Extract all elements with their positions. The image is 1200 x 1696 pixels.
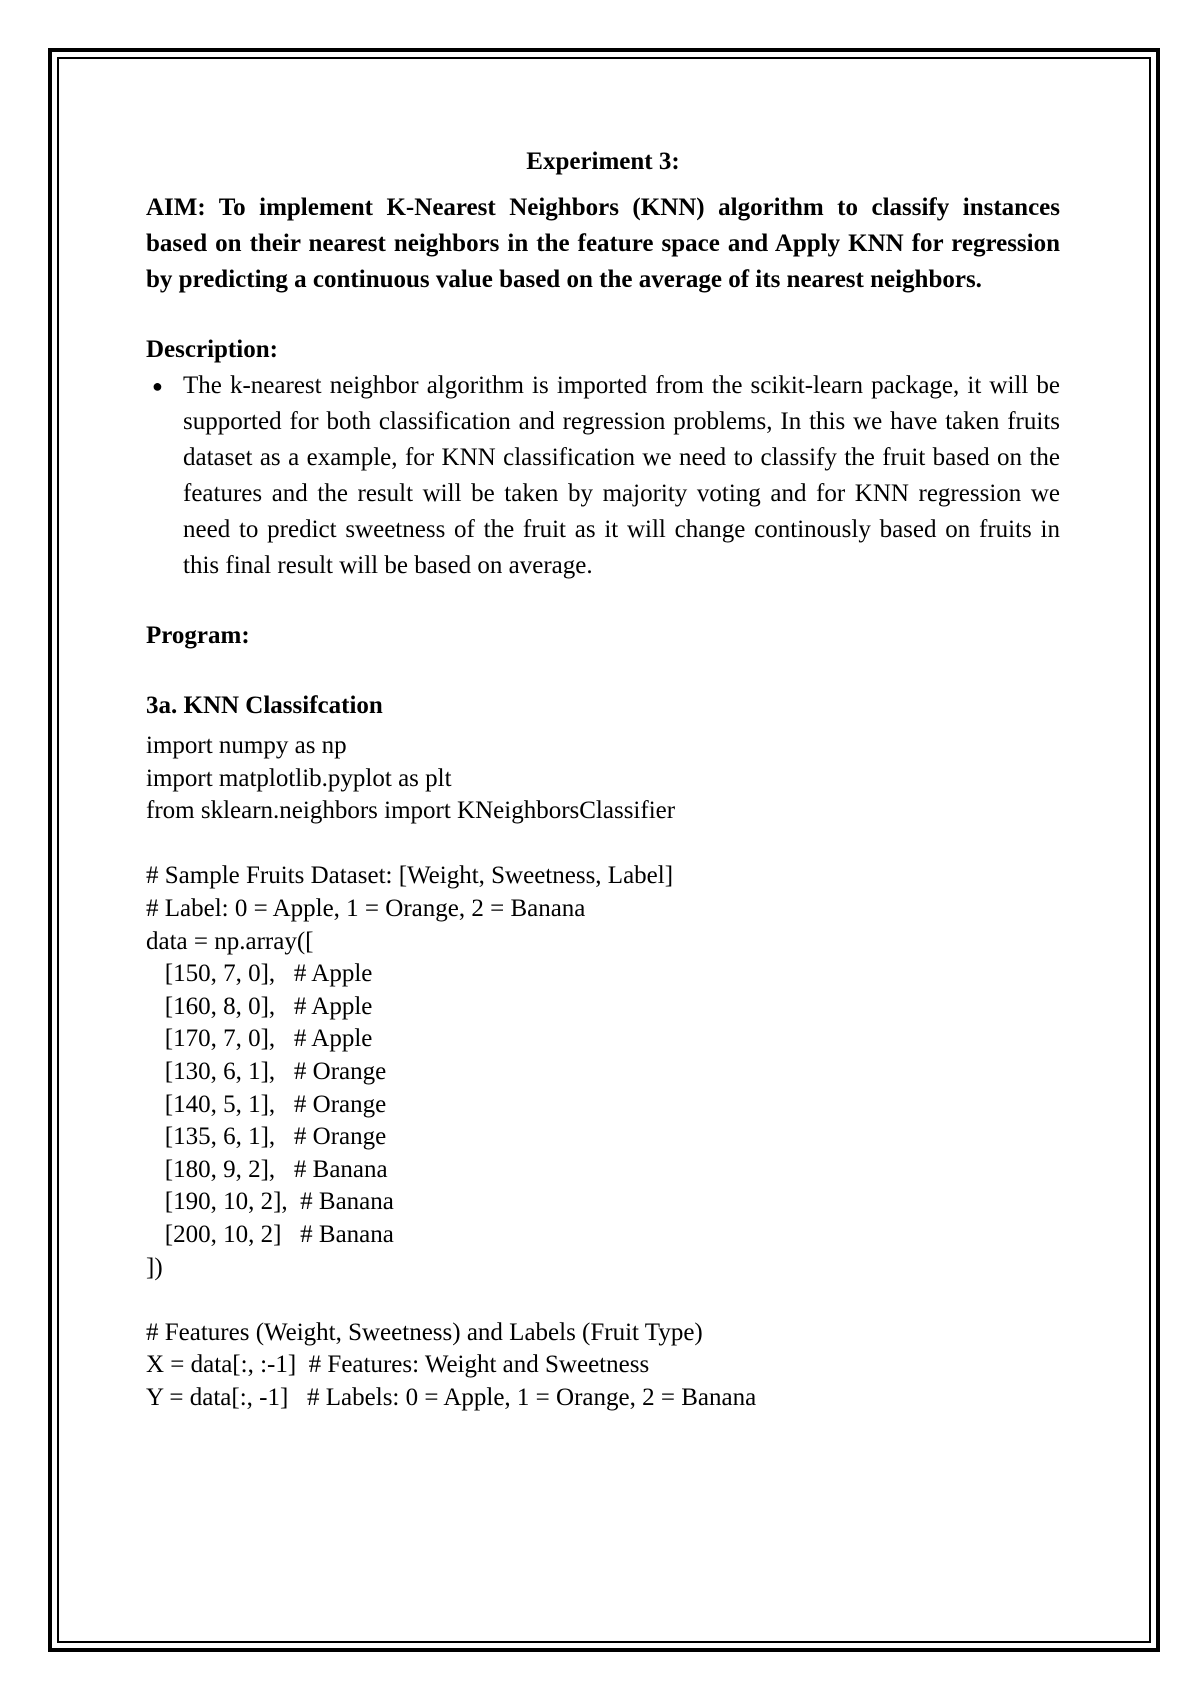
code-line: [150, 7, 0], # Apple (146, 960, 373, 988)
code-line: # Sample Fruits Dataset: [Weight, Sweetness, Label] (146, 862, 674, 890)
code-imports (146, 730, 1060, 828)
section-heading: 3a. KNN Classifcation (146, 692, 383, 719)
code-line: # Label: 0 = Apple, 1 = Orange, 2 = Banana (146, 894, 586, 922)
code-block (146, 730, 1060, 1414)
code-line: [180, 9, 2], # Banana (146, 1155, 388, 1183)
code-line: [170, 7, 0], # Apple (146, 1025, 373, 1053)
bullet-icon: ● (152, 376, 163, 396)
experiment-title: Experiment 3: (526, 148, 680, 175)
code-line: [140, 5, 1], # Orange (146, 1090, 387, 1118)
code-line: from sklearn.neighbors import KNeighborsClassifier (146, 797, 676, 825)
code-features (146, 1317, 1060, 1415)
code-line: [160, 8, 0], # Apple (146, 992, 373, 1020)
code-line: [135, 6, 1], # Orange (146, 1123, 387, 1151)
code-line: [190, 10, 2], # Banana (146, 1188, 394, 1216)
aim-paragraph: AIM: To implement K-Nearest Neighbors (KNN) algorithm to classify instances based on their nearest neighbors in the feature space and Apply KNN for regression by predicting a continuous value based on the average of its nearest neighbors. (146, 194, 1060, 293)
description-heading: Description: (146, 336, 278, 363)
document-content (146, 144, 1060, 1414)
code-line: [200, 10, 2] # Banana (146, 1220, 394, 1248)
description-list (146, 368, 1060, 584)
code-line: ]) (146, 1253, 163, 1281)
code-line: data = np.array([ (146, 927, 314, 955)
description-text: The k-nearest neighbor algorithm is imported from the scikit-learn package, it will be supported for both classification and regression problems, In this we have taken fruits dataset as a example, for KNN classification we need to classify the fruit based on the features and the result will be taken by majority voting and for KNN regression we need to predict sweetness of the fruit as it will change continously based on fruits in this final result will be based on average. (183, 372, 1060, 579)
code-line: Y = data[:, -1] # Labels: 0 = Apple, 1 = Orange, 2 = Banana (146, 1383, 757, 1411)
program-heading: Program: (146, 622, 250, 649)
code-line: # Features (Weight, Sweetness) and Labels (Fruit Type) (146, 1318, 703, 1346)
code-line: X = data[:, :-1] # Features: Weight and Sweetness (146, 1351, 650, 1379)
list-item (146, 368, 1060, 584)
code-dataset (146, 860, 1060, 1284)
code-line: import matplotlib.pyplot as plt (146, 764, 452, 792)
code-line: [130, 6, 1], # Orange (146, 1057, 387, 1085)
code-line: import numpy as np (146, 732, 347, 759)
